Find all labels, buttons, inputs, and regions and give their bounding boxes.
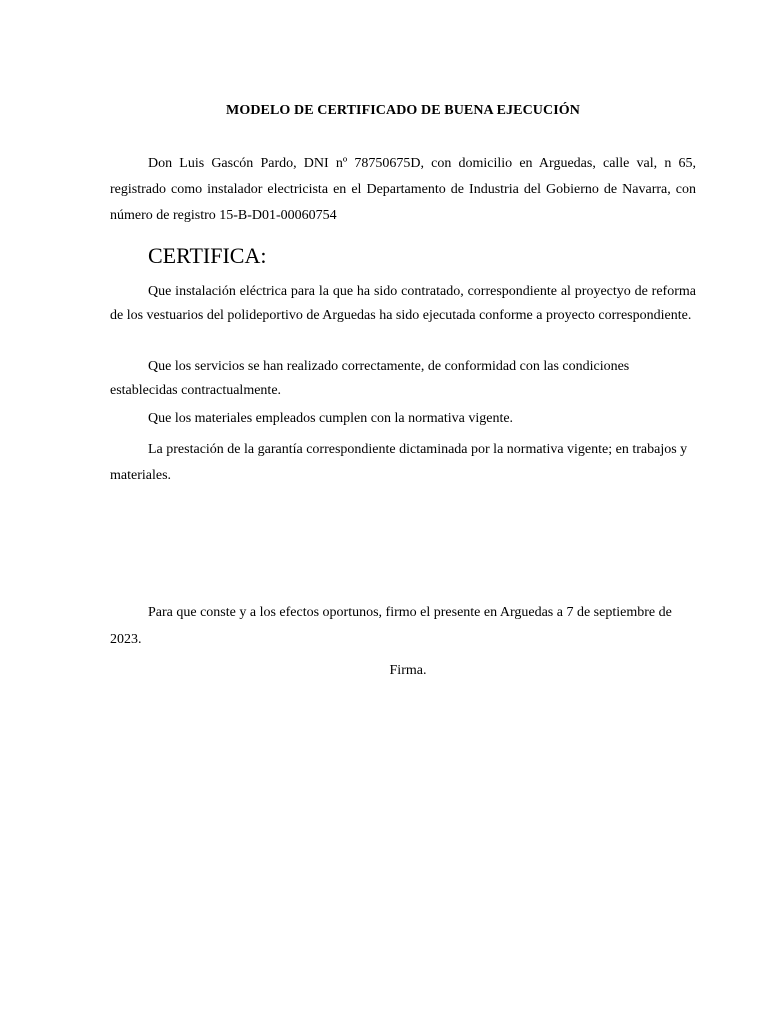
closing-paragraph: Para que conste y a los efectos oportunos, firmo el presente en Arguedas a 7 de septiembre de 2023.	[110, 605, 672, 647]
statement-paragraph: Que los servicios se han realizado correctamente, de conformidad con las condiciones establecidas contractualmente.	[110, 359, 630, 398]
certifica-heading: CERTIFICA:	[148, 243, 267, 268]
statement-paragraph: Que instalación eléctrica para la que ha sido contratado, correspondiente al proyectyo de reforma de los vestuarios del polideportivo de Arguedas ha sido ejecutada conforme a proyecto correspondiente.	[110, 284, 696, 323]
intro-paragraph: Don Luis Gascón Pardo, DNI nº 78750675D, con domicilio en Arguedas, calle val, n 65, registrado como instalador electricista en el Departamento de Industria del Gobierno de Navarra, con número de registro 15-B-D01-00060754	[110, 156, 696, 223]
document-title: MODELO DE CERTIFICADO DE BUENA EJECUCIÓN	[226, 103, 580, 118]
signature-label: Firma.	[389, 663, 427, 678]
statement-paragraph: Que los materiales empleados cumplen con la normativa vigente.	[148, 411, 514, 426]
statement-paragraph: La prestación de la garantía correspondiente dictaminada por la normativa vigente; en trabajos y materiales.	[110, 442, 688, 483]
